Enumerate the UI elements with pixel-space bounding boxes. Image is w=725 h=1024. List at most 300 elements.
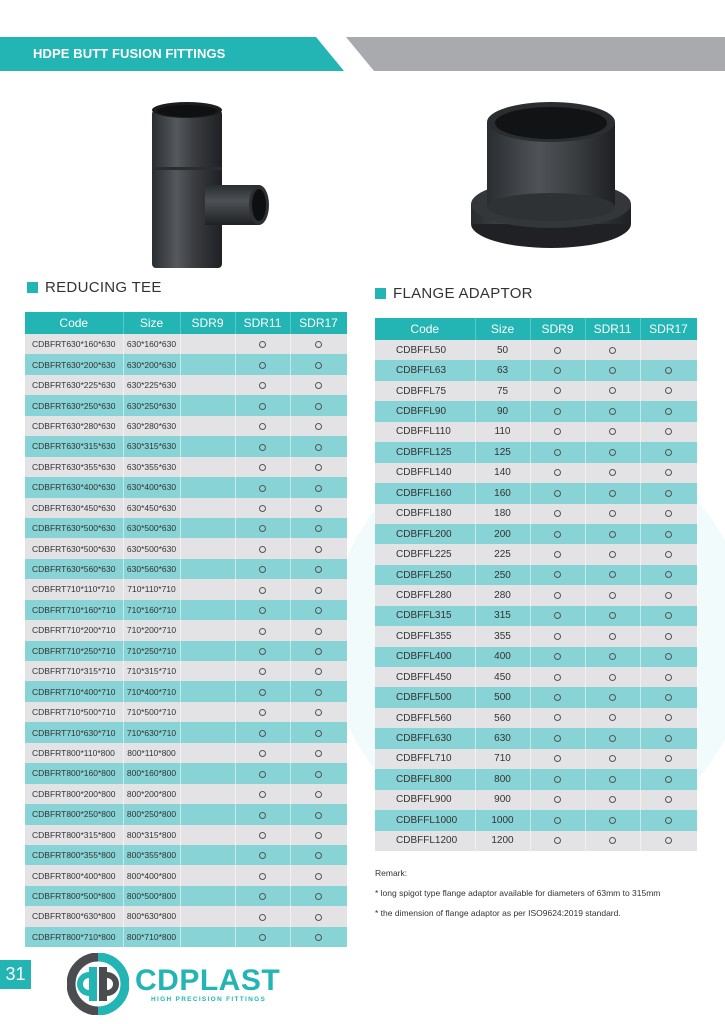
flange-adaptor-photo [462, 92, 640, 262]
header-gray-band [346, 37, 725, 71]
cell-sdr9 [180, 804, 235, 824]
cell-code: CDBFFL450 [375, 667, 475, 687]
available-circle-icon [665, 776, 672, 783]
cell-sdr17 [290, 865, 347, 885]
cell-size: 630*400*630 [123, 477, 180, 497]
cell-size: 400 [475, 647, 530, 667]
available-circle-icon [554, 367, 561, 374]
cell-size: 710*500*710 [123, 702, 180, 722]
table-row [25, 641, 347, 661]
cell-sdr9 [530, 769, 585, 789]
available-circle-icon [665, 612, 672, 619]
cell-sdr11 [585, 810, 640, 830]
cell-sdr17 [290, 927, 347, 947]
cell-sdr11 [585, 401, 640, 421]
available-circle-icon [554, 387, 561, 394]
reducing-tee-title: REDUCING TEE [45, 279, 162, 296]
cell-size: 800*160*800 [123, 763, 180, 783]
cell-sdr11 [235, 334, 290, 354]
available-circle-icon [665, 408, 672, 415]
cell-sdr9 [530, 606, 585, 626]
table-header-row [25, 312, 347, 334]
flange-adaptor-heading [375, 285, 533, 302]
cell-sdr9 [180, 661, 235, 681]
cell-sdr17 [640, 381, 697, 401]
cell-sdr11 [235, 600, 290, 620]
cell-code: CDBFRT710*250*710 [25, 641, 123, 661]
cell-sdr11 [585, 504, 640, 524]
cell-code: CDBFRT800*110*800 [25, 743, 123, 763]
cell-code: CDBFRT630*225*630 [25, 375, 123, 395]
cell-code: CDBFRT800*710*800 [25, 927, 123, 947]
available-circle-icon [554, 674, 561, 681]
available-circle-icon [315, 832, 322, 839]
cell-size: 630*280*630 [123, 416, 180, 436]
available-circle-icon [259, 382, 266, 389]
table-row [375, 606, 697, 626]
cell-code: CDBFRT630*560*630 [25, 559, 123, 579]
col-header-size: Size [123, 312, 180, 334]
cell-sdr11 [235, 743, 290, 763]
cell-code: CDBFRT800*400*800 [25, 865, 123, 885]
cell-sdr11 [235, 763, 290, 783]
cell-sdr9 [180, 763, 235, 783]
col-header-size: Size [475, 318, 530, 340]
available-circle-icon [609, 531, 616, 538]
cell-sdr9 [530, 810, 585, 830]
available-circle-icon [665, 714, 672, 721]
table-row [25, 518, 347, 538]
available-circle-icon [609, 796, 616, 803]
available-circle-icon [609, 633, 616, 640]
table-row [25, 436, 347, 456]
table-row [375, 810, 697, 830]
available-circle-icon [665, 531, 672, 538]
cell-sdr11 [235, 927, 290, 947]
cell-size: 180 [475, 504, 530, 524]
available-circle-icon [609, 735, 616, 742]
cell-sdr11 [235, 518, 290, 538]
available-circle-icon [315, 607, 322, 614]
cell-sdr11 [235, 886, 290, 906]
available-circle-icon [554, 490, 561, 497]
available-circle-icon [554, 653, 561, 660]
table-row [25, 477, 347, 497]
available-circle-icon [259, 525, 266, 532]
cell-sdr17 [640, 442, 697, 462]
cell-sdr11 [585, 524, 640, 544]
cell-sdr9 [180, 784, 235, 804]
cell-sdr17 [640, 708, 697, 728]
table-row [375, 831, 697, 851]
col-header-sdr17: SDR17 [290, 312, 347, 334]
available-circle-icon [609, 510, 616, 517]
available-circle-icon [315, 812, 322, 819]
cell-sdr11 [585, 831, 640, 851]
cell-sdr11 [585, 626, 640, 646]
available-circle-icon [665, 694, 672, 701]
cell-sdr17 [290, 538, 347, 558]
cell-sdr11 [235, 538, 290, 558]
available-circle-icon [665, 735, 672, 742]
cell-code: CDBFFL90 [375, 401, 475, 421]
cell-size: 1200 [475, 831, 530, 851]
cell-sdr17 [640, 565, 697, 585]
available-circle-icon [315, 341, 322, 348]
cell-code: CDBFRT630*280*630 [25, 416, 123, 436]
available-circle-icon [315, 628, 322, 635]
cell-sdr11 [585, 647, 640, 667]
cell-code: CDBFRT800*500*800 [25, 886, 123, 906]
cell-sdr9 [180, 927, 235, 947]
cell-sdr17 [290, 804, 347, 824]
cell-sdr9 [180, 395, 235, 415]
cell-sdr11 [235, 498, 290, 518]
available-circle-icon [665, 571, 672, 578]
table-row [25, 416, 347, 436]
header-bar [0, 37, 725, 71]
available-circle-icon [259, 812, 266, 819]
available-circle-icon [259, 362, 266, 369]
available-circle-icon [609, 469, 616, 476]
available-circle-icon [554, 428, 561, 435]
cell-sdr17 [290, 436, 347, 456]
cell-code: CDBFRT710*630*710 [25, 722, 123, 742]
cell-sdr9 [180, 354, 235, 374]
table-row [25, 375, 347, 395]
table-row [25, 845, 347, 865]
section-bullet-icon [27, 282, 38, 293]
table-row [25, 722, 347, 742]
cell-code: CDBFFL140 [375, 463, 475, 483]
available-circle-icon [609, 674, 616, 681]
table-row [25, 702, 347, 722]
cell-code: CDBFFL800 [375, 769, 475, 789]
cell-sdr9 [180, 457, 235, 477]
cell-sdr11 [235, 825, 290, 845]
available-circle-icon [259, 628, 266, 635]
cell-sdr11 [585, 749, 640, 769]
cdplast-logo-icon [67, 953, 129, 1015]
cell-sdr17 [640, 422, 697, 442]
cell-size: 800*110*800 [123, 743, 180, 763]
available-circle-icon [554, 510, 561, 517]
available-circle-icon [259, 485, 266, 492]
cell-code: CDBFFL200 [375, 524, 475, 544]
cell-size: 110 [475, 422, 530, 442]
available-circle-icon [315, 689, 322, 696]
cell-sdr17 [290, 661, 347, 681]
available-circle-icon [609, 387, 616, 394]
available-circle-icon [609, 449, 616, 456]
cell-size: 800*630*800 [123, 906, 180, 926]
table-row [375, 626, 697, 646]
cell-sdr9 [530, 667, 585, 687]
col-header-sdr9: SDR9 [180, 312, 235, 334]
table-row [375, 749, 697, 769]
cell-sdr17 [290, 416, 347, 436]
available-circle-icon [609, 347, 616, 354]
cell-sdr17 [640, 340, 697, 360]
cell-sdr17 [290, 600, 347, 620]
cell-sdr9 [530, 687, 585, 707]
cell-size: 710*400*710 [123, 681, 180, 701]
cell-sdr11 [585, 381, 640, 401]
available-circle-icon [554, 694, 561, 701]
cell-size: 200 [475, 524, 530, 544]
cell-sdr9 [180, 906, 235, 926]
available-circle-icon [259, 423, 266, 430]
cell-code: CDBFRT800*250*800 [25, 804, 123, 824]
available-circle-icon [315, 750, 322, 757]
cell-size: 1000 [475, 810, 530, 830]
cell-sdr11 [585, 728, 640, 748]
cell-size: 630*160*630 [123, 334, 180, 354]
cell-size: 630*560*630 [123, 559, 180, 579]
cell-sdr17 [290, 457, 347, 477]
available-circle-icon [315, 546, 322, 553]
cell-sdr9 [530, 585, 585, 605]
cell-sdr17 [290, 375, 347, 395]
available-circle-icon [315, 362, 322, 369]
reducing-tee-table [25, 312, 348, 947]
cell-size: 63 [475, 360, 530, 380]
page-number: 31 [0, 960, 31, 989]
available-circle-icon [609, 776, 616, 783]
cell-sdr11 [235, 845, 290, 865]
cell-sdr17 [640, 463, 697, 483]
cell-sdr17 [290, 906, 347, 926]
available-circle-icon [315, 873, 322, 880]
available-circle-icon [554, 633, 561, 640]
table-row [25, 579, 347, 599]
cell-sdr17 [290, 559, 347, 579]
cell-code: CDBFFL280 [375, 585, 475, 605]
available-circle-icon [315, 464, 322, 471]
available-circle-icon [315, 382, 322, 389]
available-circle-icon [609, 428, 616, 435]
cell-sdr9 [530, 340, 585, 360]
cell-code: CDBFFL710 [375, 749, 475, 769]
cell-size: 800*710*800 [123, 927, 180, 947]
cell-code: CDBFRT710*400*710 [25, 681, 123, 701]
available-circle-icon [315, 403, 322, 410]
table-row [375, 769, 697, 789]
cell-size: 630*200*630 [123, 354, 180, 374]
cell-code: CDBFFL1200 [375, 831, 475, 851]
table-row [375, 422, 697, 442]
available-circle-icon [315, 893, 322, 900]
cell-sdr11 [235, 661, 290, 681]
available-circle-icon [665, 796, 672, 803]
cell-sdr11 [235, 559, 290, 579]
cell-sdr17 [290, 641, 347, 661]
available-circle-icon [554, 837, 561, 844]
available-circle-icon [665, 387, 672, 394]
cell-sdr11 [585, 442, 640, 462]
available-circle-icon [259, 546, 266, 553]
cell-size: 630*250*630 [123, 395, 180, 415]
cell-size: 710*630*710 [123, 722, 180, 742]
cell-sdr17 [640, 606, 697, 626]
cell-sdr11 [235, 865, 290, 885]
reducing-tee-photo [130, 92, 280, 272]
cell-sdr9 [530, 360, 585, 380]
cell-size: 630*500*630 [123, 538, 180, 558]
available-circle-icon [259, 934, 266, 941]
available-circle-icon [315, 730, 322, 737]
available-circle-icon [259, 505, 266, 512]
cell-sdr17 [640, 790, 697, 810]
available-circle-icon [665, 490, 672, 497]
cell-sdr11 [585, 606, 640, 626]
col-header-sdr11: SDR11 [235, 312, 290, 334]
cell-size: 75 [475, 381, 530, 401]
cell-sdr9 [530, 504, 585, 524]
cell-sdr17 [640, 626, 697, 646]
cell-code: CDBFRT630*400*630 [25, 477, 123, 497]
cell-sdr17 [290, 784, 347, 804]
table-row [25, 395, 347, 415]
table-row [25, 354, 347, 374]
cell-code: CDBFRT630*200*630 [25, 354, 123, 374]
cell-size: 355 [475, 626, 530, 646]
available-circle-icon [665, 367, 672, 374]
flange-adaptor-table [375, 318, 698, 851]
table-row [25, 804, 347, 824]
cell-code: CDBFRT710*500*710 [25, 702, 123, 722]
available-circle-icon [554, 469, 561, 476]
available-circle-icon [315, 648, 322, 655]
table-row [375, 483, 697, 503]
available-circle-icon [315, 587, 322, 594]
available-circle-icon [554, 714, 561, 721]
remark-item: * long spigot type flange adaptor available for diameters of 63mm to 315mm [375, 888, 661, 898]
available-circle-icon [315, 423, 322, 430]
table-row [25, 600, 347, 620]
cell-code: CDBFRT800*200*800 [25, 784, 123, 804]
cell-code: CDBFFL75 [375, 381, 475, 401]
table-row [375, 667, 697, 687]
available-circle-icon [554, 776, 561, 783]
available-circle-icon [665, 428, 672, 435]
table-row [375, 340, 697, 360]
cell-sdr9 [180, 845, 235, 865]
cell-sdr11 [235, 702, 290, 722]
cell-code: CDBFFL180 [375, 504, 475, 524]
table-row [375, 504, 697, 524]
cell-sdr9 [180, 702, 235, 722]
cell-sdr9 [180, 886, 235, 906]
available-circle-icon [554, 449, 561, 456]
available-circle-icon [259, 566, 266, 573]
cell-sdr17 [290, 702, 347, 722]
available-circle-icon [609, 817, 616, 824]
available-circle-icon [609, 367, 616, 374]
cell-sdr9 [180, 825, 235, 845]
table-row [375, 565, 697, 585]
cell-code: CDBFRT630*500*630 [25, 538, 123, 558]
table-row [25, 538, 347, 558]
cell-sdr9 [530, 544, 585, 564]
available-circle-icon [259, 771, 266, 778]
available-circle-icon [315, 709, 322, 716]
table-row [375, 687, 697, 707]
cell-sdr11 [585, 585, 640, 605]
cell-sdr9 [180, 865, 235, 885]
cell-sdr11 [235, 395, 290, 415]
cell-sdr11 [235, 354, 290, 374]
section-bullet-icon [375, 288, 386, 299]
cell-size: 500 [475, 687, 530, 707]
cell-code: CDBFRT630*450*630 [25, 498, 123, 518]
available-circle-icon [609, 490, 616, 497]
available-circle-icon [259, 689, 266, 696]
cell-sdr17 [290, 395, 347, 415]
cell-sdr9 [530, 728, 585, 748]
cell-size: 800*500*800 [123, 886, 180, 906]
available-circle-icon [554, 735, 561, 742]
table-row [25, 865, 347, 885]
cell-sdr17 [640, 585, 697, 605]
available-circle-icon [259, 750, 266, 757]
available-circle-icon [259, 893, 266, 900]
table-row [25, 559, 347, 579]
cell-sdr9 [180, 743, 235, 763]
available-circle-icon [259, 648, 266, 655]
available-circle-icon [315, 791, 322, 798]
cell-sdr11 [235, 906, 290, 926]
available-circle-icon [315, 771, 322, 778]
table-row [25, 457, 347, 477]
cell-sdr9 [530, 463, 585, 483]
cell-sdr17 [290, 620, 347, 640]
cell-sdr11 [235, 477, 290, 497]
cell-sdr17 [290, 334, 347, 354]
cell-sdr17 [640, 749, 697, 769]
table-row [375, 463, 697, 483]
remarks-block [375, 868, 660, 928]
cell-size: 560 [475, 708, 530, 728]
cell-sdr9 [180, 416, 235, 436]
cell-sdr11 [235, 784, 290, 804]
cell-sdr9 [180, 334, 235, 354]
cell-size: 90 [475, 401, 530, 421]
table-header-row [375, 318, 697, 340]
available-circle-icon [259, 403, 266, 410]
cell-sdr11 [585, 483, 640, 503]
available-circle-icon [665, 449, 672, 456]
cell-sdr9 [530, 381, 585, 401]
cell-sdr9 [530, 831, 585, 851]
cell-size: 800*250*800 [123, 804, 180, 824]
available-circle-icon [259, 709, 266, 716]
available-circle-icon [609, 837, 616, 844]
table-row [25, 334, 347, 354]
available-circle-icon [259, 914, 266, 921]
cell-sdr9 [180, 518, 235, 538]
cell-code: CDBFRT630*315*630 [25, 436, 123, 456]
cell-sdr9 [530, 401, 585, 421]
table-row [375, 381, 697, 401]
available-circle-icon [665, 551, 672, 558]
cell-sdr11 [235, 641, 290, 661]
cell-size: 630*225*630 [123, 375, 180, 395]
cell-size: 800*400*800 [123, 865, 180, 885]
available-circle-icon [665, 674, 672, 681]
cell-code: CDBFFL355 [375, 626, 475, 646]
cell-code: CDBFRT630*500*630 [25, 518, 123, 538]
